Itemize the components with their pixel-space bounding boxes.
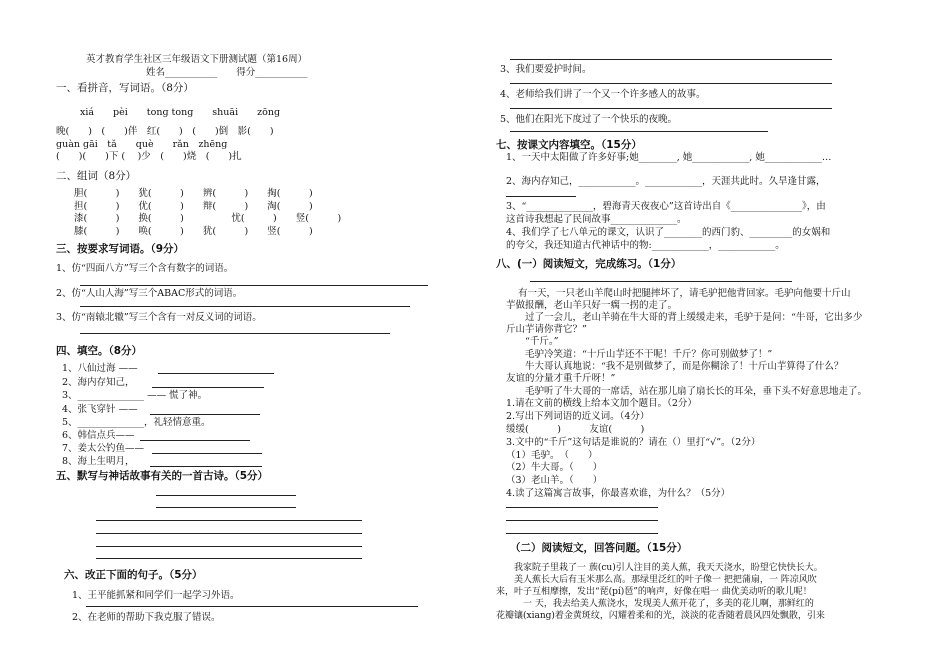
story-line: 毛驴冷笑道：“十斤山芋还不干呢！千斤？你可别做梦了！” — [506, 349, 773, 360]
word-row-2: ( )( )下 ( )少 ( )烧 ( )扎 — [56, 151, 242, 162]
s6-question-3: 3、我们要爱护时间。 — [500, 64, 592, 75]
s6-question-2: 2、在老师的帮助下我克服了错误。 — [72, 612, 221, 623]
answer-line — [152, 387, 264, 388]
story-line: 牛大哥认真地说：“我不是别做梦了，而是你糊涂了！十斤山芋算得了什么？ — [506, 361, 844, 372]
story-line: 友谊的分量才重千斤呀！” — [506, 373, 616, 384]
fill-item-7: 7、姜太公钓鱼—— — [62, 443, 145, 454]
group-row-3: 漆( ) 换( ) 忧( ) 竖( ) — [74, 213, 342, 224]
fill-item-3: 3、______________ —— 慌了神。 — [62, 390, 208, 401]
fill-item-5: 5、______________，礼轻情意重。 — [62, 417, 211, 428]
fill-item-1: 1、八仙过海 —— — [62, 363, 138, 374]
s8-question-2: 2.写出下列词语的近义词。（4分） — [506, 411, 650, 422]
answer-line — [80, 333, 390, 334]
answer-line — [510, 83, 832, 84]
answer-line — [80, 306, 410, 307]
s7-line-4b: 的夸父，我还知道古代神话中的物:____________，____________。 — [506, 240, 785, 251]
section-3-heading: 三、按要求写词语。（9分） — [56, 243, 185, 255]
poem-title-line — [156, 495, 296, 496]
answer-line — [152, 453, 262, 454]
passage-line: 花瓣镶(xiang)着金黄斑纹，闪耀着柔和的光，淡淡的花香随着晨风四处飘散，引来 — [496, 611, 825, 621]
section-4-heading: 四、填空。（8分） — [56, 345, 143, 357]
right-column — [496, 0, 906, 672]
left-column — [56, 0, 436, 672]
s7-line-2: 2、海内存知己，____________。____________，天涯共此时。久旱逢甘露， — [506, 176, 826, 187]
s8-question-3: 3.文中的“千斤”这句话是谁说的？请在（）里打“√”。（2分） — [506, 437, 761, 448]
answer-line — [150, 466, 262, 467]
s6-question-1: 1、王平能抓紧和同学们一起学习外语。 — [72, 590, 240, 601]
answer-line — [150, 414, 260, 415]
answer-line — [80, 285, 428, 286]
s6-question-5: 5、他们在阳光下度过了一个快乐的夜晚。 — [500, 114, 678, 125]
s6-question-4: 4、老师给我们讲了一个又一个许多感人的故事。 — [500, 89, 706, 100]
pinyin-row-2: ɡuàn ɡāi tǎ què rǎn zhēnɡ — [56, 139, 228, 150]
s8-option-3: （3）老山羊。（ ） — [506, 475, 603, 486]
section-7-heading: 七、按课文内容填空。（15分） — [496, 139, 642, 151]
poem-line — [96, 520, 362, 521]
story-line: 芋做报酬，老山羊只好一瘸一拐的走了。 — [506, 300, 678, 311]
s7-line-3: 3、“______________，碧海青天夜夜心”这首诗出自《_______________》，由 — [506, 201, 826, 212]
answer-line — [510, 59, 832, 60]
story-line: “千斤。” — [506, 336, 559, 347]
group-row-4: 膝( ) 唤( ) 犹( ) 竖( ) — [74, 226, 313, 237]
s8-question-4: 4.读了这篇寓言故事，你最喜欢谁，为什么？（5分） — [506, 488, 731, 499]
answer-line — [86, 606, 418, 607]
passage-line: 来，叶子互相摩擦，发出“琵(pí)琶”的响声，好像在唱一 曲优美动听的歌儿呢！ — [496, 587, 812, 597]
exam-title: 英才教育学生社区三年级语文下册测试题（第16周） — [86, 54, 308, 65]
story-line: 斤山芋请你背它？” — [506, 324, 587, 335]
passage-line: 美人蕉长大后有玉米那么高。那绿里泛红的叶子像一 把把蒲扇，一 阵凉风吹 — [496, 575, 817, 585]
group-row-2: 担( ) 优( ) 辩( ) 淘( ) — [74, 201, 313, 212]
answer-line — [506, 520, 658, 521]
answer-line — [158, 373, 274, 374]
fill-item-4: 4、张飞穿针 —— — [62, 404, 138, 415]
section-1-heading: 一、看拼音，写词语。（8分） — [56, 82, 194, 94]
answer-line — [506, 533, 658, 534]
poem-line — [96, 558, 362, 559]
s7-line-4: 4、我们学了七八单元的课文，认识了________的西门豹、_________的女娲和 — [506, 227, 831, 238]
section-5-heading: 五、默写与神话故事有关的一首古诗。（5分） — [56, 470, 269, 482]
answer-line — [510, 131, 768, 132]
story-line: 过了一会儿，老山羊骑在牛大哥的背上缓缓走来，毛驴于是问：“牛哥，它出多少 — [506, 312, 863, 323]
answer-line — [140, 440, 250, 441]
fill-item-6: 6、韩信点兵—— — [62, 430, 135, 441]
section-6-heading: 六、改正下面的句子。（5分） — [64, 569, 203, 581]
group-row-1: 胆( ) 犹( ) 辨( ) 掏( ) — [74, 188, 313, 199]
story-line: 有一天，一只老山羊爬山时把腿摔坏了，请毛驴把他背回家。毛驴向他要十斤山 — [518, 288, 851, 299]
s8-option-2: （2）牛大哥。（ ） — [506, 462, 603, 473]
s3-question-2: 2、仿“人山人海”写三个ABAC形式的词语。 — [56, 288, 243, 299]
story-line: 毛驴听了牛大哥的一席话，站在那儿扇了扇长长的耳朵，垂下头不好意思地走了。 — [506, 386, 868, 397]
poem-line — [96, 546, 362, 547]
s8-synonyms: 缓缓( ) 友谊( ) — [506, 424, 645, 435]
poem-author-line — [156, 507, 296, 508]
poem-line — [96, 533, 362, 534]
section-2-heading: 二、组词（8分） — [56, 170, 137, 182]
fill-item-8: 8、海上生明月， — [62, 456, 135, 467]
answer-line — [506, 196, 576, 197]
name-score-line: 姓名___________ 得分___________ — [146, 67, 308, 78]
passage-line: 我家院子里栽了一 蔟(cu)引人注目的美人蕉，我天天浇水，盼望它快快长大。 — [496, 563, 823, 573]
section-8-heading: 八、(一）阅读短文，完成练习。（1分） — [496, 258, 682, 270]
answer-line — [506, 507, 658, 508]
s8-question-1: 1.请在文前的横线上给本文加个题目。（2分） — [506, 398, 697, 409]
word-row-1: 晚( ) ( )伴 红( ) ( )倒 影( ) — [56, 126, 274, 137]
s7-line-1: 1、一天中太阳做了许多好事;她________, 她____________, 她____________… — [506, 152, 832, 163]
pinyin-row-1: xiá pèi tonɡ tonɡ shuāi zōnɡ — [80, 107, 281, 118]
answer-line — [510, 108, 832, 109]
passage-line: 一 天，我去给美人蕉浇水，发现美人蕉开花了，多美的花儿啊，那鲜红的 — [496, 599, 814, 609]
s7-line-3b: 这首诗我想起了民间故事______________。 — [506, 214, 687, 225]
s8-option-1: （1）毛驴。 （ ） — [506, 450, 598, 461]
section-9-heading: （二）阅读短文，回答问题。（15分） — [510, 542, 688, 554]
s3-question-1: 1、仿“四面八方”写三个含有数字的词语。 — [56, 263, 234, 274]
title-answer-line — [530, 281, 792, 282]
s3-question-3: 3、仿“南辕北辙”写三个含有一对反义词的词语。 — [56, 312, 262, 323]
fill-item-2: 2、海内存知己， — [62, 377, 135, 388]
